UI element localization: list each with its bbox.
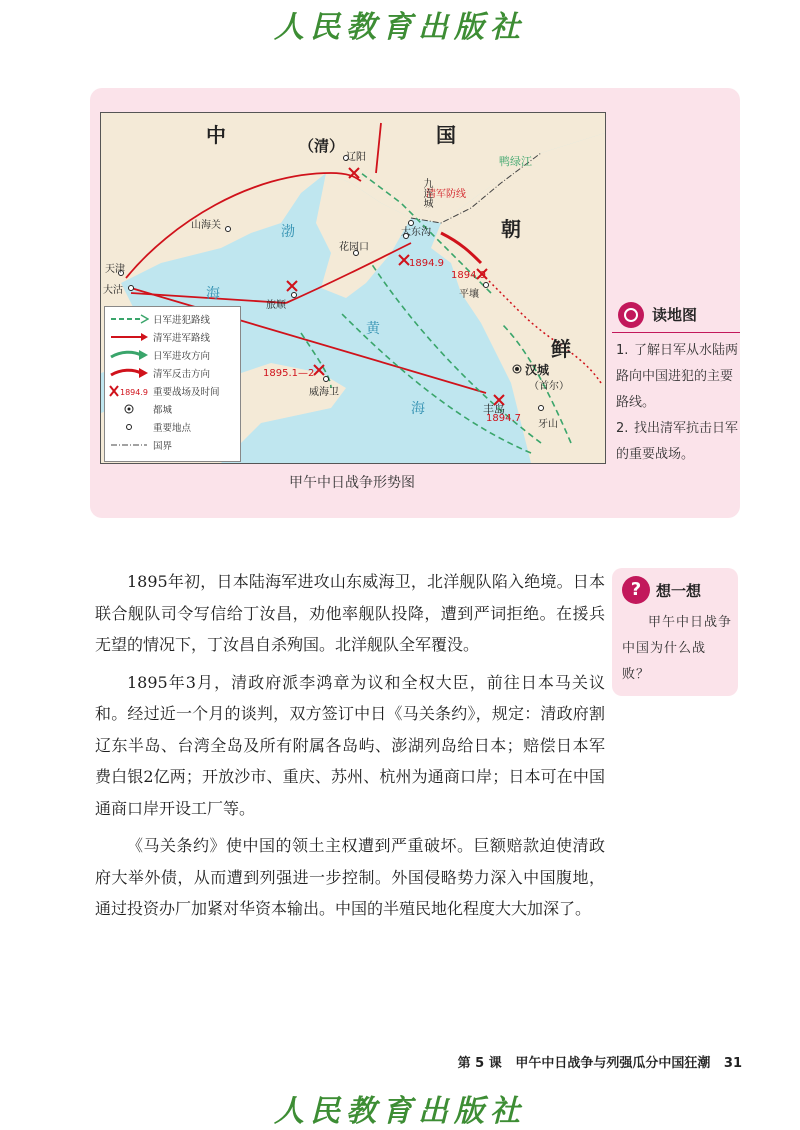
war-situation-map <box>100 112 606 464</box>
think-title: 想一想 <box>656 582 702 600</box>
paragraph-2: 1895年3月，清政府派李鸿章为议和全权大臣，前往日本马关议和。经过近一个月的谈判，双方签订中日《马关条约》，规定：清政府割辽东半岛、台湾全岛及所有附属各岛屿、澎湖列岛给日本；赔偿日本军费白银2亿两；开放沙市、重庆、苏州、杭州为通商口岸；日本可在中国通商口岸开设工厂等。 <box>95 672 605 818</box>
legend-label: 都城 <box>153 404 173 416</box>
map-label-bohai-1: 渤 <box>281 224 295 240</box>
battle-date-fengdao: 1894.7 <box>486 413 521 424</box>
city-huayuankou: 花园口 <box>339 242 369 253</box>
city-lushun: 旅顺 <box>266 300 286 311</box>
city-dadonggou: 大东沟 <box>401 227 431 238</box>
city-weihaiwei: 威海卫 <box>309 387 339 398</box>
legend-row-border <box>109 437 172 452</box>
city-tianjin: 天津 <box>105 264 125 275</box>
map-label-yellow-2: 海 <box>411 401 425 417</box>
legend-battle-sample: 1894.9 <box>120 387 148 397</box>
read-map-item-2 <box>616 416 738 468</box>
city-jiuliancheng: 九连城 <box>421 178 432 208</box>
border-line-icon <box>109 439 149 451</box>
legend-row-japan-route <box>109 311 210 326</box>
city-shoucheng: （首尔） <box>529 381 569 392</box>
map-caption: 甲午中日战争形势图 <box>289 475 415 491</box>
item-text: 找出清军抗击日军的重要战场。 <box>616 421 739 462</box>
legend-label: 重要战场及时间 <box>153 386 220 398</box>
city-fengdao: 丰岛 <box>483 403 505 416</box>
item-number: 2. <box>616 421 629 436</box>
lesson-title: 甲午中日战争与列强瓜分中国狂潮 <box>515 1056 711 1071</box>
legend-label: 国界 <box>153 440 173 452</box>
legend-row-place <box>109 419 191 434</box>
map-label-yalu: 鸭绿江 <box>499 155 532 168</box>
legend-label: 日军进犯路线 <box>153 314 211 326</box>
map-label-yellow-1: 黄 <box>366 321 380 337</box>
japan-advance-route-icon <box>109 313 149 325</box>
legend-row-qing-route <box>109 329 210 344</box>
legend-row-japan-attack <box>109 347 210 362</box>
map-label-qing: （清） <box>299 137 345 155</box>
publisher-footer: 人民教育出版社 <box>274 1094 526 1129</box>
battle-date-yellow-sea: 1894.9 <box>409 258 444 269</box>
think-text: 甲午中日战争中国为什么战败？ <box>622 615 733 682</box>
item-number: 1. <box>616 343 629 358</box>
legend-label: 重要地点 <box>153 422 192 434</box>
map-label-qing-defense: 清军防线 <box>426 189 466 200</box>
qing-advance-route-icon <box>109 331 149 343</box>
publisher-header: 人民教育出版社 <box>274 10 526 45</box>
think-box <box>612 568 738 696</box>
map-legend <box>104 306 241 462</box>
item-text: 了解日军从水陆两路向中国进犯的主要路线。 <box>616 343 739 410</box>
map-label-china-1: 中 <box>206 123 226 147</box>
city-yashan: 牙山 <box>538 419 558 430</box>
map-label-bohai-2: 海 <box>206 286 220 302</box>
legend-row-capital <box>109 401 172 416</box>
legend-label: 清军进军路线 <box>153 332 211 344</box>
map-label-korea-1: 朝 <box>501 217 521 241</box>
magnifier-icon <box>618 302 644 328</box>
read-map-box <box>612 300 740 472</box>
battle-cross-icon <box>109 385 149 397</box>
city-liaoyang: 辽阳 <box>346 152 366 163</box>
qing-counterattack-icon <box>109 367 149 379</box>
paragraph-1: 1895年初，日本陆海军进攻山东威海卫，北洋舰队陷入绝境。日本联合舰队司令写信给丁汝昌，劝他率舰队投降，遭到严词拒绝。在援兵无望的情况下，丁汝昌自杀殉国。北洋舰队全军覆没。 <box>95 572 605 654</box>
legend-label: 清军反击方向 <box>153 368 211 380</box>
city-hancheng: 汉城 <box>525 363 550 377</box>
map-label-china-2: 国 <box>436 123 456 147</box>
divider <box>612 332 740 333</box>
map-label-korea-2: 鲜 <box>551 337 571 361</box>
body-text <box>95 566 605 925</box>
question-icon: ? <box>622 576 650 604</box>
page-number: 31 <box>723 1056 742 1071</box>
city-pingrang: 平壤 <box>459 289 479 300</box>
battle-date-pingrang: 1894.9 <box>451 270 486 281</box>
japan-attack-direction-icon <box>109 349 149 361</box>
lesson-number: 第 5 课 <box>457 1056 502 1071</box>
page-footer <box>412 1052 742 1071</box>
legend-label: 日军进攻方向 <box>153 350 211 362</box>
paragraph-3: 《马关条约》使中国的领土主权遭到严重破坏。巨额赔款迫使清政府大举外债，从而遭到列强进一步控制。外国侵略势力深入中国腹地，通过投资办厂加紧对华资本输出。中国的半殖民地化程度大大加深了。 <box>95 836 605 918</box>
read-map-title: 读地图 <box>652 306 698 324</box>
legend-row-battle <box>109 383 220 398</box>
capital-icon <box>109 403 149 415</box>
battle-date-weihai: 1895.1—2 <box>263 368 315 379</box>
read-map-item-1 <box>616 338 738 416</box>
city-dagu: 大沽 <box>103 285 123 296</box>
legend-row-qing-counter <box>109 365 210 380</box>
place-icon <box>109 421 149 433</box>
city-shanhaiguan: 山海关 <box>191 220 221 231</box>
